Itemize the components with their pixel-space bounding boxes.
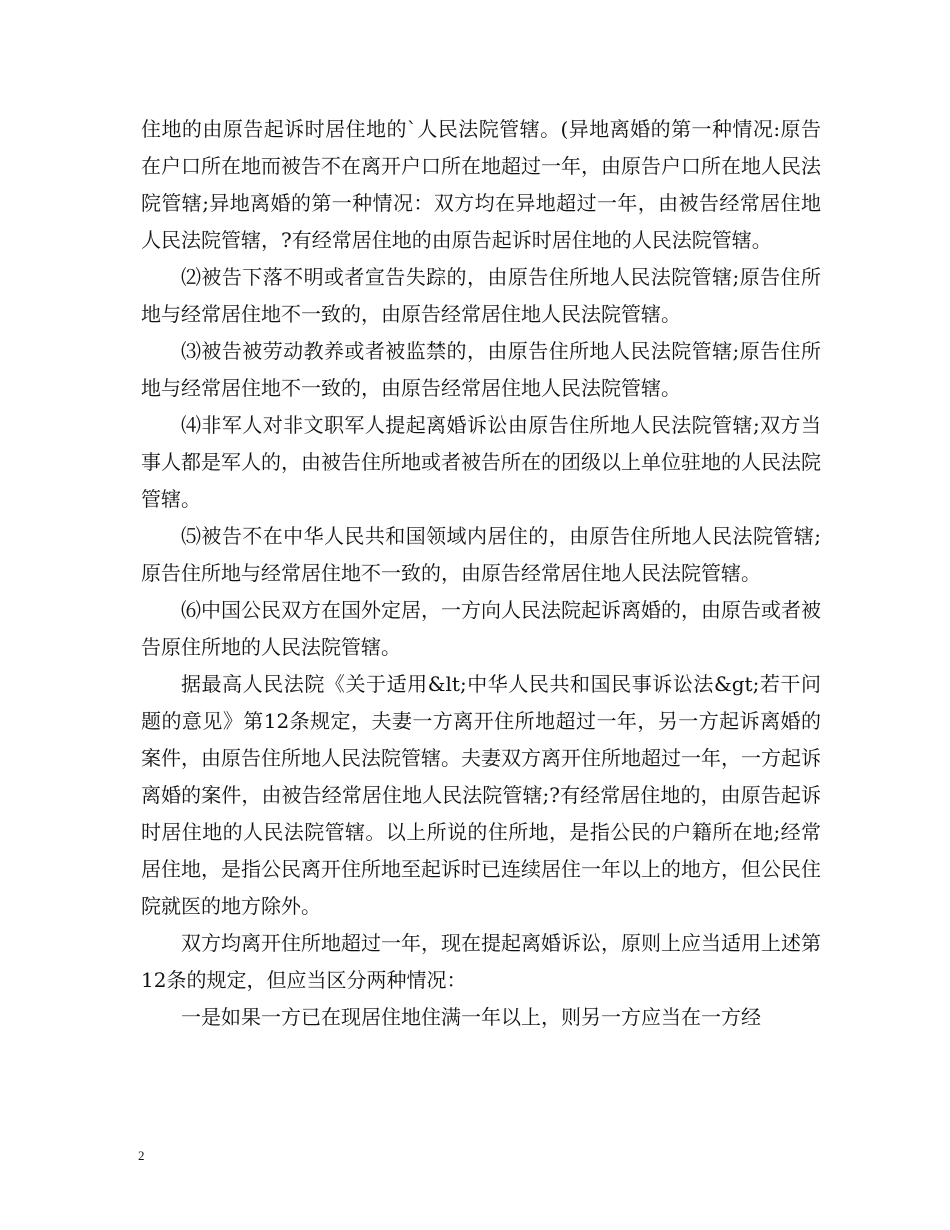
document-body — [141, 111, 821, 1036]
paragraph-two-situations: 双方均离开住所地超过一年，现在提起离婚诉讼，原则上应当适用上述第12条的规定，但应当区分两种情况： — [141, 931, 821, 992]
paragraph-supreme-court-opinion: 据最高人民法院《关于适用&lt;中华人民共和国民事诉讼法&gt;若干问题的意见》第12条规定，夫妻一方离开住所地超过一年，另一方起诉离婚的案件，由原告住所地人民法院管辖。夫妻双方离开住所地超过一年，一方起诉离婚的案件，由被告经常居住地人民法院管辖;?有经常居住地的，由原告起诉时居住地的人民法院管辖。以上所说的住所地，是指公民的户籍所在地;经常居住地，是指公民离开住所地至起诉时已连续居住一年以上的地方，但公民住院就医的地方除外。 — [141, 672, 821, 918]
paragraph-first-situation: 一是如果一方已在现居住地住满一年以上，则另一方应当在一方经 — [181, 1005, 761, 1029]
paragraph-item-2: ⑵被告下落不明或者宣告失踪的，由原告住所地人民法院管辖;原告住所地与经常居住地不一致的，由原告经常居住地人民法院管辖。 — [141, 265, 821, 326]
paragraph-item-6: ⑹中国公民双方在国外定居，一方向人民法院起诉离婚的，由原告或者被告原住所地的人民法院管辖。 — [141, 598, 821, 659]
paragraph-item-4: ⑷非军人对非文职军人提起离婚诉讼由原告住所地人民法院管辖;双方当事人都是军人的，由被告住所地或者被告所在的团级以上单位驻地的人民法院管辖。 — [141, 413, 821, 511]
paragraph-continuation: 住地的由原告起诉时居住地的`人民法院管辖。(异地离婚的第一种情况:原告在户口所在地而被告不在离开户口所在地超过一年，由原告户口所在地人民法院管辖;异地离婚的第一种情况：双方均在异地超过一年，由被告经常居住地人民法院管辖，?有经常居住地的由原告起诉时居住地的人民法院管辖。 — [141, 117, 821, 252]
page-number: 2 — [138, 1148, 145, 1163]
paragraph-item-5: ⑸被告不在中华人民共和国领域内居住的，由原告住所地人民法院管辖;原告住所地与经常居住地不一致的，由原告经常居住地人民法院管辖。 — [141, 524, 821, 585]
paragraph-item-3: ⑶被告被劳动教养或者被监禁的，由原告住所地人民法院管辖;原告住所地与经常居住地不一致的，由原告经常居住地人民法院管辖。 — [141, 339, 821, 400]
